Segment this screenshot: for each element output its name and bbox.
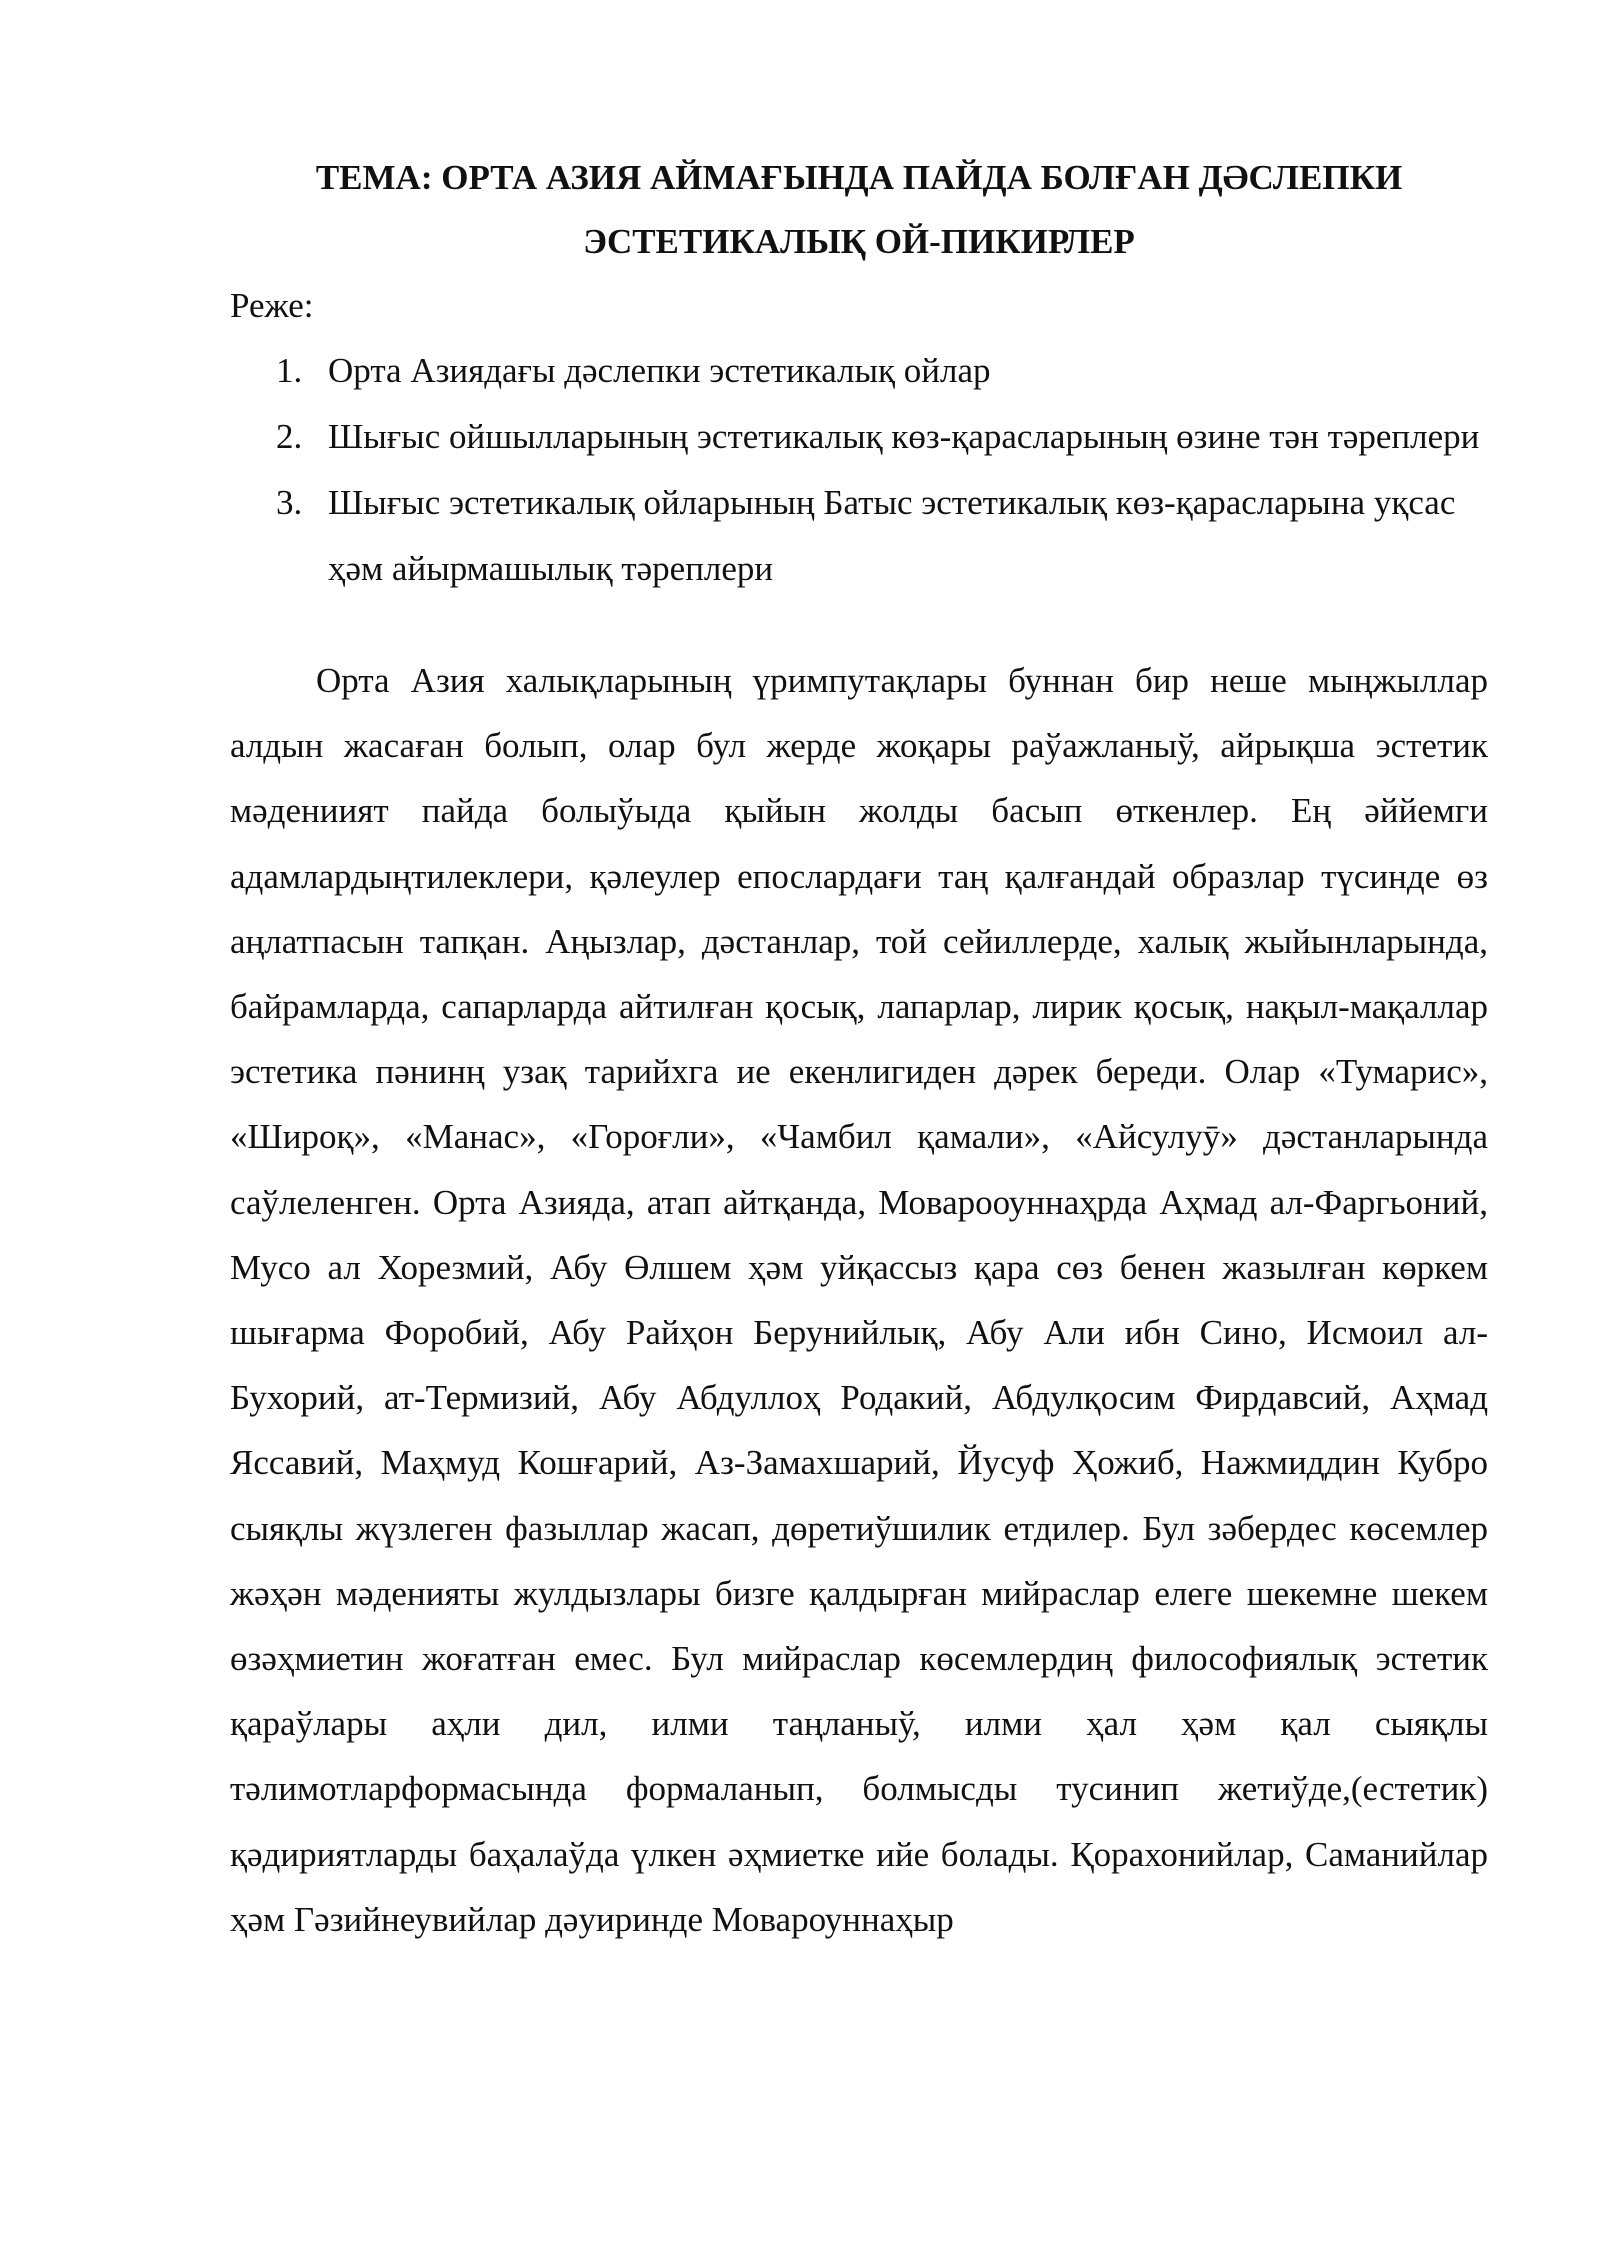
plan-item-number: 3.	[276, 483, 303, 522]
body-paragraph: Орта Азия халықларының үримпутақлары буннан бир неше мыңжыллар алдын жасаған болып, олар бул жерде жоқары раўажланыў, айрықша эстетик мәдениият пайда болыўыда қыйын жолды басып өткенлер. Ең әййемги адамлардыңтилеклери, қәлеулер епослардағи таң қалғандай образлар түсинде өз аңлатпасын тапқан. Аңызлар, дәстанлар, той сейиллерде, халық жыйынларында, байрамларда, сапарларда айтилған қосық, лапарлар, лирик қосық, нақыл-мақаллар эстетика пәнинң узақ тарийхга ие екенлигиден дәрек береди. Олар «Тумарис», «Широқ», «Манас», «Гороғли», «Чамбил қамали», «Айсулуӯ» дәстанларында саўлеленген. Орта Азияда, атап айтқанда, Моварооуннаҳрда Аҳмад ал-Фаргьоний, Мусо ал Хорезмий, Абу Өлшем ҳәм уйқассыз қара сөз бенен жазылған көркем шығарма Форобий, Абу Райҳон Берунийлық, Абу Али ибн Сино, Исмоил ал-Бухорий, ат-Термизий, Абу Абдуллоҳ Родакий, Абдулқосим Фирдавсий, Аҳмад Яссавий, Маҳмуд Кошғарий, Аз-Замахшарий, Йусуф Ҳожиб, Нажмиддин Кубро сыяқлы жүзлеген фазыллар жасап, дөретиўшилик етдилер. Бул зәбердес көсемлер жәҳән мәденияты жулдызлары бизге қалдырған мийраслар елеге шекемне шекем өзәҳмиетин жоғатған емес. Бул мийраслар көсемлердиң философиялық эстетик қараўлары аҳли дил, илми таңланыў, илми ҳал ҳәм қал сыяқлы тәлимотларформасында формаланып, болмысды тусинип жетиўде,(естетик) қәдириятларды баҳалаўда үлкен әҳмиетке ийе болады. Қорахонийлар, Саманийлар ҳәм Гәзийнеувийлар дәуиринде Мовароуннаҳыр	[230, 661, 1488, 1939]
document-page	[230, 140, 1488, 1952]
document-title	[230, 140, 1488, 274]
plan-item-text: Орта Азиядағы дәслепки эстетикалық ойлар	[328, 351, 991, 390]
plan-item-text: Шығыс эстетикалық ойларының Батыс эстетикалық көз-қарасларына уқсас ҳәм айырмашылық тәреплери	[328, 483, 1456, 588]
plan-label: Реже:	[230, 286, 314, 325]
plan-list	[230, 338, 1488, 602]
title-line-2: ЭСТЕТИКАЛЫҚ ОЙ-ПИКИРЛЕР	[583, 222, 1135, 261]
plan-item-text: Шығыс ойшылларының эстетикалық көз-қарасларының өзине тән тәреплери	[328, 417, 1480, 456]
plan-item	[230, 338, 1488, 404]
title-line-1: ТЕМА: ОРТА АЗИЯ АЙМАҒЫНДА ПАЙДА БОЛҒАН ДӘСЛЕПКИ	[315, 158, 1403, 197]
plan-item	[230, 470, 1488, 602]
plan-item-number: 1.	[276, 351, 303, 390]
plan-item-number: 2.	[276, 417, 303, 456]
plan-item	[230, 404, 1488, 470]
